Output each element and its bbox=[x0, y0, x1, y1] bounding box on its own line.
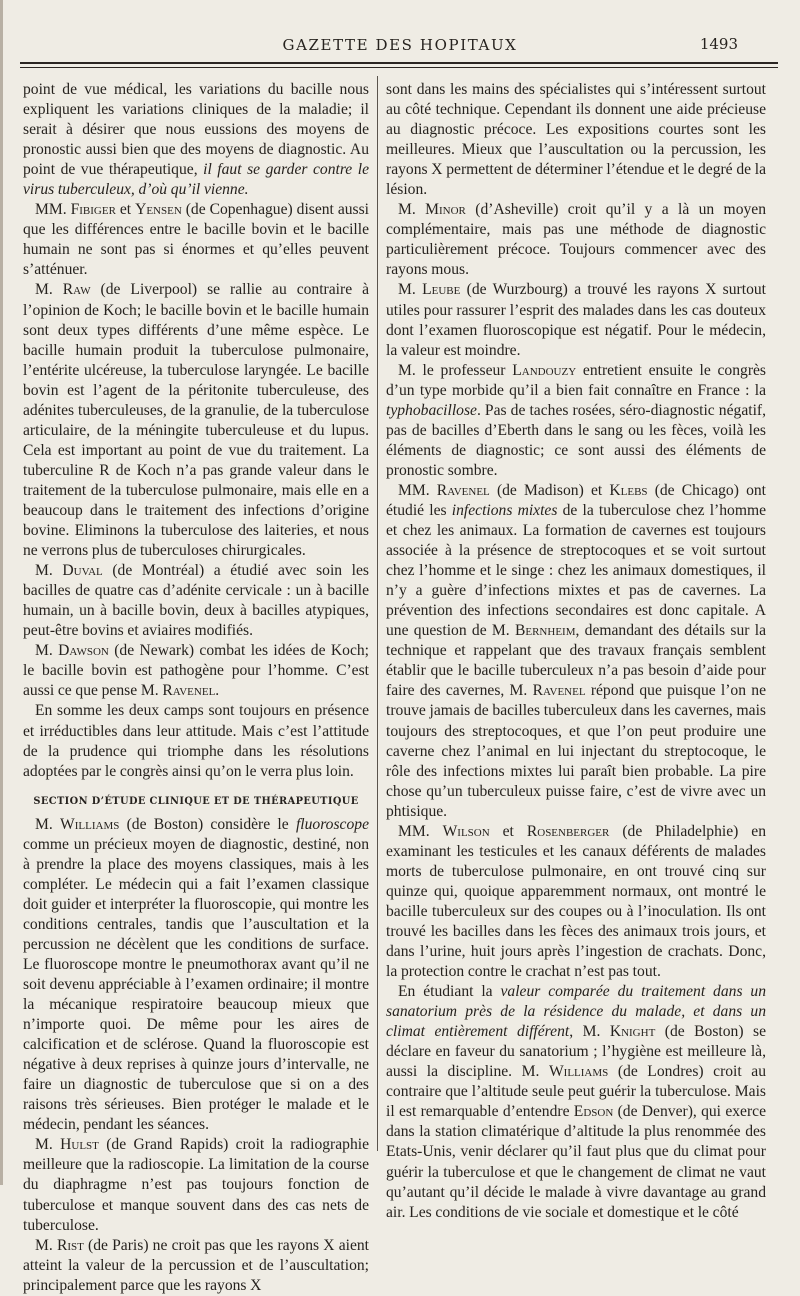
text-run: (de Boston) se déclare en faveur du sanatorium ; l’hygiène est meilleure là, aussi la discipline. M. bbox=[386, 1023, 766, 1081]
paragraph bbox=[386, 280, 766, 360]
text-run: En étudiant la bbox=[398, 983, 501, 1001]
text-run: En somme les deux camps sont toujours en présence et irréductibles dans leur attitude. Mais c’est l’attitude de la prudence qui triomphe dans les résolutions adoptées par le congrès ainsi qu’on le verra plus loin. bbox=[23, 702, 369, 780]
paragraph bbox=[23, 641, 369, 701]
paragraph bbox=[386, 822, 766, 982]
text-run: M. bbox=[35, 1236, 57, 1254]
author-name: Raw bbox=[62, 281, 91, 299]
author-name: Knight bbox=[609, 1023, 656, 1041]
left-column bbox=[23, 80, 369, 1296]
header-rule-thick bbox=[20, 62, 778, 64]
text-run: (d’Asheville) croit qu’il y a là un moyen complémentaire, mais pas une méthode de diagnostic particulièrement précoce. Toujours commencer avec des rayons mous. bbox=[386, 201, 766, 279]
text-run: (de Montréal) a étudié avec soin les bacilles de quatre cas d’adénite cervicale : un à bacille humain, un à bacille bovin, deux à bacilles atypiques, peut-être bovins et aviaires modifiés. bbox=[23, 562, 369, 640]
text-run: (de Wurzbourg) a trouvé les rayons X surtout utiles pour rassurer l’esprit des malades dans les cas douteux dont l’examen fluoroscopique est négatif. Pour le médecin, la valeur est moindre. bbox=[386, 281, 766, 359]
author-name: Landouzy bbox=[512, 361, 577, 379]
text-run: . Pas de taches rosées, séro-diagnostic négatif, pas de bacilles d’Eberth dans le sang ou les fèces, voilà les éléments de diagnostic; ce sont aussi des éléments de pronostic sombre. bbox=[386, 401, 766, 479]
emphasis-text: il faut se garder contre le virus tuberculeux, d’où qu’il vienne. bbox=[23, 161, 370, 199]
text-run: M. bbox=[35, 1136, 61, 1154]
author-name: Duval bbox=[62, 562, 103, 580]
author-name: Ravenel bbox=[436, 481, 490, 499]
text-run: , demandant des détails sur la technique et rappelant que des travaux français semblent établir que le bacille tuberculeux n’a pas besoin d’aide pour faire des cavernes, M. bbox=[386, 622, 766, 700]
text-run: (de Boston) considère le bbox=[119, 815, 296, 833]
paragraph bbox=[23, 1135, 369, 1235]
author-name: Bernheim bbox=[514, 622, 576, 640]
text-run: MM. bbox=[35, 201, 71, 219]
emphasis-text: valeur comparée du traitement dans un sanatorium près de la résidence du malade, et dans un climat entièrement différent bbox=[386, 983, 766, 1041]
text-run: MM. bbox=[398, 481, 437, 499]
column-divider bbox=[377, 76, 378, 1151]
text-run: entretient ensuite le congrès d’un type morbide qu’il a bien fait connaître en France : la bbox=[386, 361, 767, 399]
author-name: Klebs bbox=[609, 481, 648, 499]
page-header bbox=[0, 36, 800, 58]
text-run: M. bbox=[35, 642, 59, 660]
emphasis-text: typhobacillose bbox=[386, 401, 477, 419]
paragraph bbox=[23, 80, 369, 200]
paragraph bbox=[23, 701, 369, 781]
paragraph bbox=[386, 80, 766, 200]
text-run: M. bbox=[35, 815, 61, 833]
page-edge-shadow bbox=[0, 0, 3, 1185]
text-run: point de vue médical, les variations du bacille nous expliquent les variations cliniques de la maladie; il serait à désirer que nous eussions des moyens de pronostic aussi bien que des moyens de diagnostic. Au point de vue thérapeutique, bbox=[23, 81, 369, 179]
paragraph bbox=[386, 982, 766, 1223]
author-name: Rosenberger bbox=[526, 822, 610, 840]
author-name: Yensen bbox=[135, 201, 182, 219]
text-run: répond que puisque l’on ne trouve jamais de bacilles tuberculeux dans les cavernes, mais toujours des streptocoques, et que l’on peut produire une caverne chez l’animal en lui injectant du streptocoque, le rôle des infections mixtes lui paraît bien probable. La pire chose qu’un tuberculeux puisse faire, c’est de vivre avec un phtisique. bbox=[386, 682, 767, 820]
author-name: Ravenel bbox=[162, 682, 216, 700]
text-run: . bbox=[215, 682, 220, 700]
text-run: M. bbox=[35, 562, 63, 580]
section-heading: SECTION D’ÉTUDE CLINIQUE ET DE THÉRAPEUTIQUE bbox=[33, 795, 359, 807]
paragraph bbox=[23, 1236, 369, 1296]
author-name: Edson bbox=[573, 1103, 614, 1121]
text-run: MM. bbox=[398, 822, 443, 840]
text-run: (de Chicago) ont étudié les bbox=[386, 481, 767, 519]
paragraph bbox=[386, 200, 766, 280]
text-run: (de Denver), qui exerce dans la station climatérique d’altitude la plus renommée des Etats-Unis, venir déclarer qu’il faut plus que du climat pour guérir la tuberculose et que le changement de climat ne vaut qu’autant qu’il décide le malade à vivre davantage au grand air. Les conditions de vie sociale et domestique et le côté bbox=[386, 1103, 766, 1221]
text-run: sont dans les mains des spécialistes qui s’intéressent surtout au côté technique. Cependant ils donnent une aide précieuse au diagnostic précoce. Les expositions courtes sont les meilleures. Mieux que l’auscultation ou la percussion, les rayons X permettent de déterminer l’étendue et le degré de la lésion. bbox=[386, 81, 766, 199]
author-name: Williams bbox=[548, 1063, 609, 1081]
emphasis-text: infections mixtes bbox=[451, 501, 558, 519]
text-run: comme un précieux moyen de diagnostic, destiné, non à prendre la place des moyens classiques, mais à les compléter. Le médecin qui a fait l’examen classique doit guider et interpréter la fluoroscopie, qui montre les conditions centrales, tandis que l’auscultation et la percussion ne décèlent que les conditions de surface. Le fluoroscope montre le pneumothorax avant qu’il ne soit devenu appréciable à l’examen ordinaire; il montre la mécanique respiratoire beaucoup mieux que n’importe quoi. De même pour les aires de calcification et de sclérose. Quand la fluoroscopie est négative à deux reprises à quinze jours d’intervalle, ne faire un diagnostic de tuberculose que si on a des raisons très sérieuses. Bien protéger le malade et le médecin, pendant les séances. bbox=[23, 835, 369, 1134]
text-run: de la tuberculose chez l’homme et chez les animaux. La formation de cavernes est toujours associée à la présence de streptocoques et se voit surtout chez l’homme et le singe : chez les animaux domestiques, il n’y a guère d’infections mixtes et pas de cavernes. La prévention des infections secondaires est donc capitale. A une question de M. bbox=[386, 501, 767, 640]
author-name: Wilson bbox=[442, 822, 490, 840]
text-run: (de Copenhague) disent aussi que les différences entre le bacille bovin et le bacille humain ne sont pas si énormes et qu’elles peuvent s’atténuer. bbox=[23, 201, 370, 279]
text-run: (de Madison) et bbox=[489, 481, 610, 499]
text-run: et bbox=[115, 201, 136, 219]
author-name: Leube bbox=[422, 281, 461, 299]
text-run: (de Paris) ne croit pas que les rayons X aient atteint la valeur de la percussion et de l’auscultation; principalement parce que les rayons X bbox=[23, 1236, 369, 1294]
text-run: M. bbox=[35, 281, 63, 299]
paragraph bbox=[23, 561, 369, 641]
text-run: (de Grand Rapids) croit la radiographie meilleure que la radioscopie. La limitation de la course du diaphragme n’est pas toujours fonction de tuberculose et manque souvent dans des cas nets de tuberculose. bbox=[23, 1136, 369, 1234]
text-run: M. bbox=[398, 281, 423, 299]
text-run: (de Londres) croit au contraire que l’altitude seule peut guérir la tuberculose. Mais il est remarquable d’entendre bbox=[386, 1063, 766, 1121]
text-run: , M. bbox=[569, 1023, 610, 1041]
author-name: Fibiger bbox=[70, 201, 116, 219]
author-name: Rist bbox=[56, 1236, 84, 1254]
text-run: M. le professeur bbox=[398, 361, 513, 379]
paragraph bbox=[23, 200, 369, 280]
author-name: Hulst bbox=[60, 1136, 99, 1154]
emphasis-text: fluoroscope bbox=[295, 815, 369, 833]
author-name: Ravenel bbox=[532, 682, 586, 700]
author-name: Dawson bbox=[58, 642, 109, 660]
author-name: Williams bbox=[60, 815, 120, 833]
text-run: et bbox=[489, 822, 527, 840]
right-column bbox=[386, 80, 766, 1223]
text-run: (de Liverpool) se rallie au contraire à l’opinion de Koch; le bacille bovin et le bacille humain sont deux types différents d’une même espèce. Le bacille humain produit la tuberculose pulmonaire, l’entérite ulcéreuse, la tuberculose laryngée. Le bacille bovin est l’agent de la péritonite tuberculeuse, des adénites tuberculeuses, de la granulie, de la tuberculose articulaire, de la méningite tuberculeuse et du lupus. Cela est important au point de vue du traitement. La tuberculine R de Koch n’a pas grande valeur dans le traitement de la tuberculose pulmonaire, mais elle en a beaucoup dans le traitement des infections d’origine bovine. Eliminons la tuberculose des laiteries, et nous ne verrons plus de tuberculoses chirurgicales. bbox=[23, 281, 369, 560]
text-run: (de Newark) combat les idées de Koch; le bacille bovin est pathogène pour l’homme. C’est aussi ce que pense M. bbox=[23, 642, 369, 700]
paragraph bbox=[23, 815, 369, 1136]
paragraph bbox=[23, 280, 369, 561]
header-rule-thin bbox=[20, 67, 778, 68]
journal-title: GAZETTE DES HOPITAUX bbox=[282, 36, 518, 54]
paragraph bbox=[386, 481, 766, 822]
author-name: Minor bbox=[425, 201, 466, 219]
text-run: (de Philadelphie) en examinant les testicules et les canaux déférents de malades morts de tuberculose pulmonaire, en ont trouvé cinq sur quinze qui, quoique apparemment normaux, ont montré le bacille tuberculeux sur des coupes ou à l’inoculation. Ils ont trouvé les bacilles dans les fèces des animaux trois jours, et dans l’urine, huit jours après l’ingestion de crachats. Donc, la protection contre le crachat n’est pas tout. bbox=[386, 822, 766, 981]
text-run: M. bbox=[398, 201, 426, 219]
paragraph bbox=[386, 361, 766, 481]
page-number: 1493 bbox=[699, 35, 738, 53]
